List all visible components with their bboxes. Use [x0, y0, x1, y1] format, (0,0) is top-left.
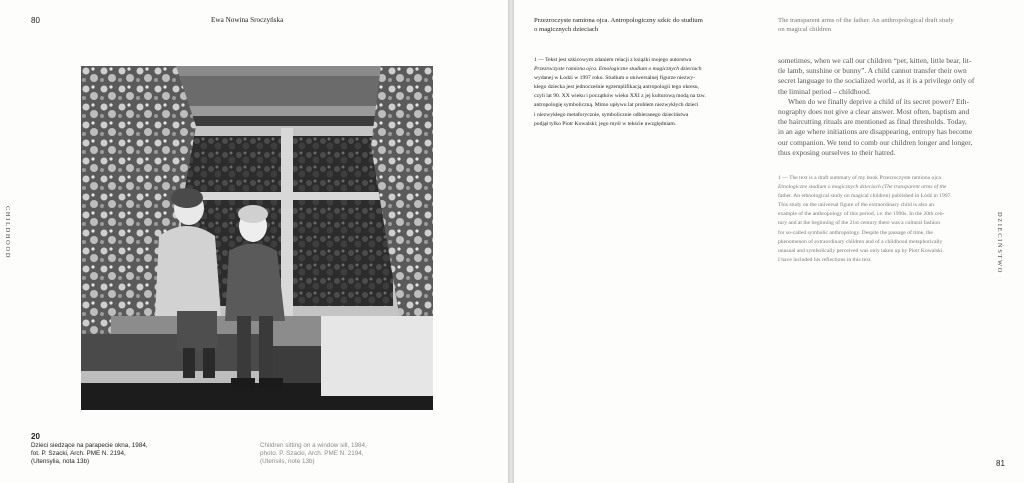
caption-pl-line: fot. P. Szacki, Arch. PME N. 2194,: [31, 450, 126, 457]
caption-pl-line: (Utensylia, nota 13b): [31, 458, 90, 465]
footnote-en-line: unusual and symbolically perceived was only taken up by Piotr Kowalski.: [778, 247, 944, 254]
running-head-english: [778, 16, 1008, 34]
page-number-left: 80: [31, 16, 40, 25]
footnote-polish: [534, 56, 759, 129]
side-label-childhood: CHILDHOOD: [4, 206, 11, 260]
running-head-polish: [534, 16, 764, 34]
body-line: the haircutting rituals are mentioned as final thresholds. Today,: [778, 117, 967, 127]
photo-image: [81, 66, 433, 410]
caption-en-line: photo. P. Szacki, Arch. PME N. 2194,: [260, 450, 364, 457]
footnote-pl-line: antropologię symboliczną. Mimo upływu lat problem niezwykłych dzieci: [534, 102, 699, 109]
figure-number: 20: [31, 432, 40, 441]
footnote-pl-line: podjął tylko Piotr Kowalski; jego myśl w tekście uwzględniam.: [534, 120, 677, 127]
footnote-pl-line: i niezwykłego metaforycznie, symbolicznie odbieranego dzieciństwa: [534, 111, 689, 118]
running-head-pl-line: o magicznych dzieciach: [534, 26, 599, 33]
body-line: our companion. We tend to comb our children longer and longer,: [778, 137, 973, 147]
footnote-en-line: 1 — The text is a draft summary of my book Przezroczyste ramiona ojca.: [778, 175, 943, 181]
body-line: tle lamb, sunshine or bunny”. A child cannot transfer their own: [778, 66, 967, 76]
footnote-pl-line: Przezroczyste ramiona ojca. Etnologiczne studium o magicznych dzieciach: [534, 66, 702, 73]
footnote-en-line: I have included his reflections in this text.: [778, 256, 872, 263]
left-page: [0, 0, 508, 483]
running-head-pl-line: Przezroczyste ramiona ojca. Antropologiczny szkic do studium: [534, 17, 703, 24]
footnote-pl-line: wydanej w Łodzi w 1997 roku. Studium o uniwersalnej figurze niezwy-: [534, 75, 696, 82]
figure-caption-polish: [31, 432, 231, 466]
footnote-en-line: for so-called symbolic anthropology. Despite the passage of time, the: [778, 229, 933, 236]
body-text-english: [778, 56, 1014, 158]
footnote-pl-line: czyli lat 90. XX wieku i początków wieku XXI z jej kulturową modą na tzw.: [534, 93, 706, 100]
body-line: sometimes, when we call our children “pet, kitten, little bear, lit-: [778, 56, 972, 65]
footnote-en-line: father. An ethnological study on magical children) published in Łódź in 1997.: [778, 193, 952, 200]
side-label-dziecinstwo: DZIECIŃSTWO: [996, 212, 1003, 275]
body-line: the liminal period – childhood.: [778, 86, 871, 96]
body-line: nography does not give a clear answer. Most often, baptism and: [778, 107, 970, 117]
footnote-english: [778, 174, 1014, 265]
footnote-en-line: This study on the universal figure of the extraordinary child is also an: [778, 202, 934, 209]
body-line: secret language to the socialized world, as it is a privilege only of: [778, 76, 975, 86]
footnote-en-line: tury and at the beginning of the 21st century there was a cultural fashion: [778, 220, 941, 227]
running-head-author: Ewa Nowina Sroczyńska: [211, 16, 284, 24]
footnote-en-line: Etnologiczne studium o magicznych dzieciach (The transparent arms of the: [778, 184, 947, 191]
footnote-pl-line: kłego dziecka jest jednocześnie egzemplifikacją antropologii tego okresu,: [534, 84, 699, 91]
page-number-right: 81: [996, 459, 1005, 468]
footnote-pl-line: 1 — Tekst jest szkicowym zdaniem relacji z książki mojego autorstwa: [534, 57, 692, 63]
running-head-en-line: The transparent arms of the father. An anthropological draft study: [778, 17, 954, 24]
right-page: [514, 0, 1024, 483]
body-line: thus exposing ourselves to their hatred.: [778, 147, 896, 157]
footnote-en-line: phenomenon of extraordinary children and of a childhood metaphorically: [778, 238, 943, 245]
figure-caption-english: [260, 442, 460, 466]
caption-en-line: Children sitting on a window sill, 1984,: [260, 442, 367, 449]
footnote-en-line: example of the anthropology of this period, i.e. the 1990s. In the 20th cen-: [778, 211, 945, 218]
caption-pl-line: Dzieci siedzące na parapecie okna, 1984,: [31, 442, 148, 449]
figure-photo-children-on-window-sill: [81, 66, 433, 410]
body-line: in an age where initiations are disappearing, entropy has become: [778, 127, 973, 137]
caption-en-line: (Utensils, note 13b): [260, 458, 315, 465]
running-head-en-line: on magical children: [778, 26, 832, 33]
body-line: When do we finally deprive a child of its secret power? Eth-: [788, 96, 969, 106]
